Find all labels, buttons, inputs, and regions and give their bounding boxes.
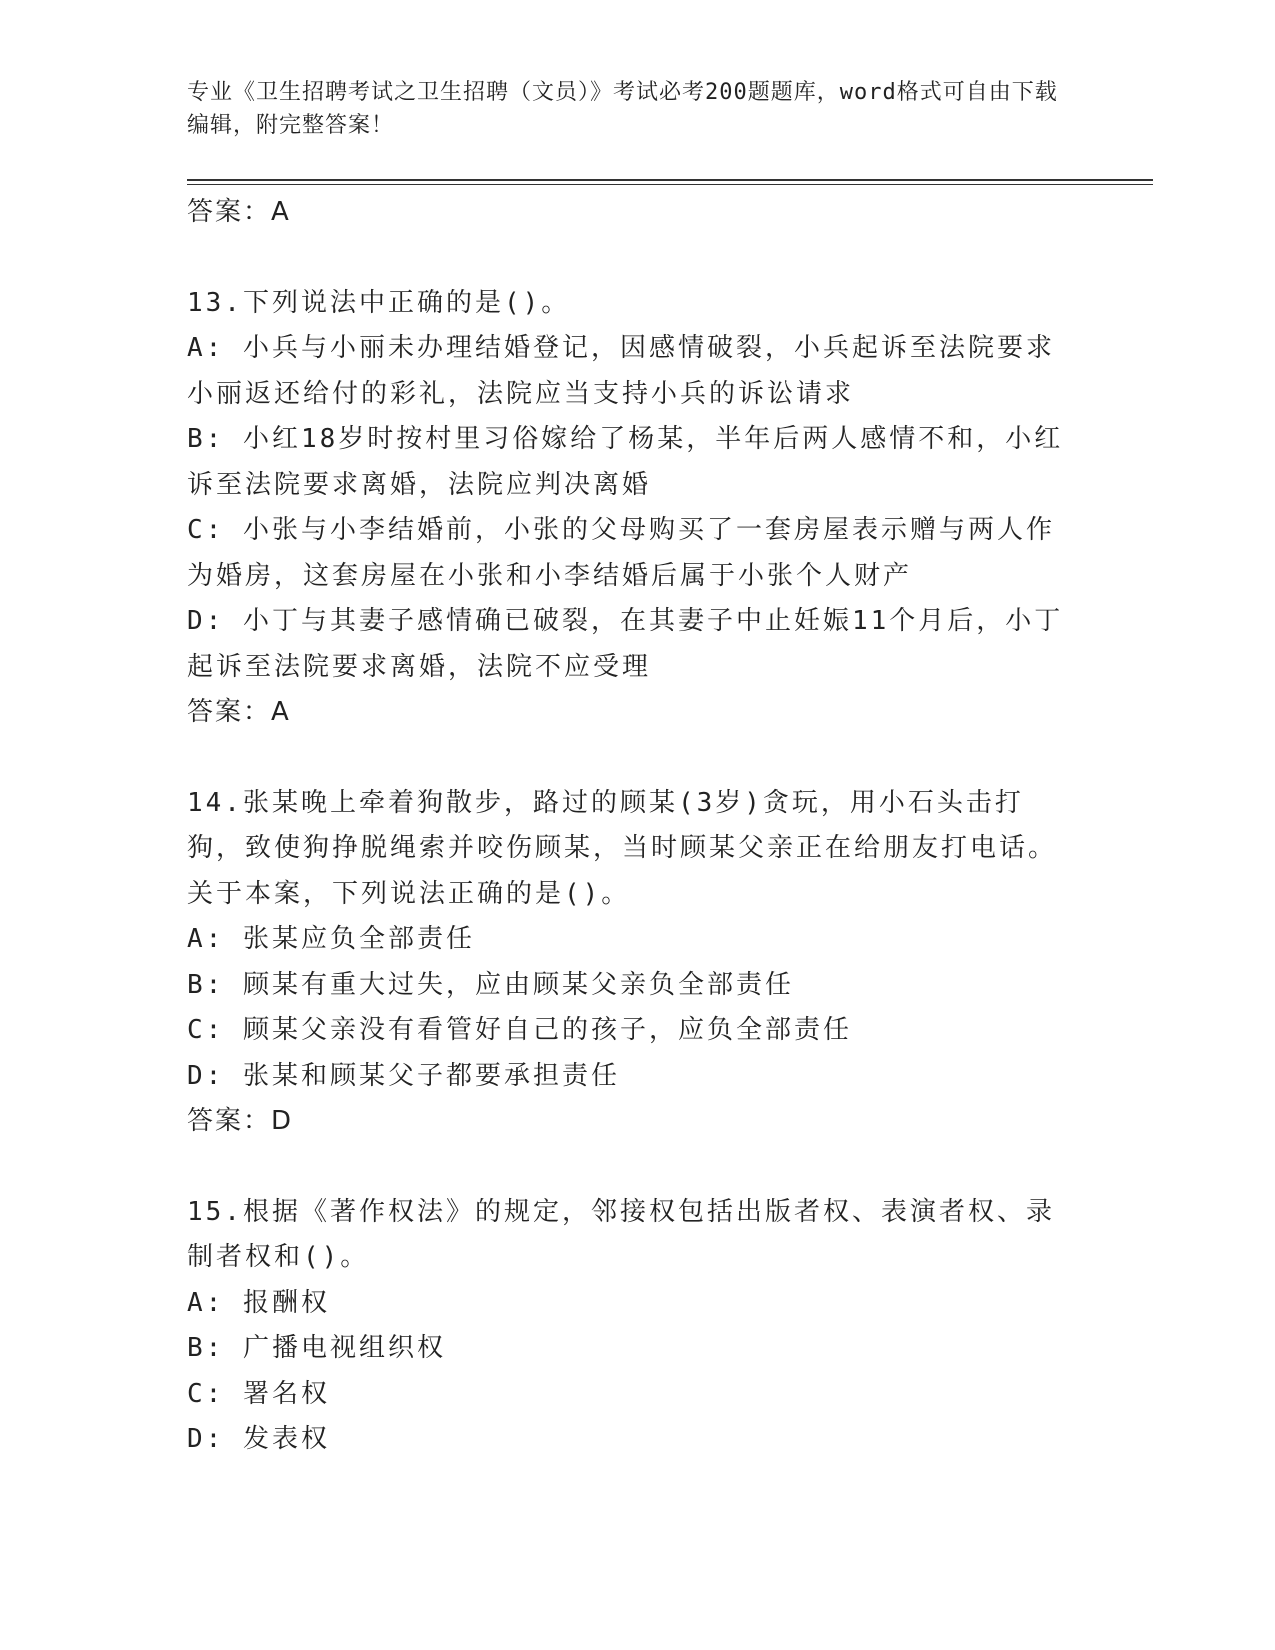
option-c: C: 署名权 (187, 1378, 330, 1409)
question-list (187, 190, 1067, 1463)
document-header: 专业《卫生招聘考试之卫生招聘（文员）》考试必考200题题库，word格式可自由下载编辑，附完整答案！ (187, 80, 1058, 138)
option-a: A: 小兵与小丽未办理结婚登记，因感情破裂，小兵起诉至法院要求小丽返还给付的彩礼，法院应当支持小兵的诉讼请求 (187, 333, 1055, 409)
option-c: C: 小张与小李结婚前，小张的父母购买了一套房屋表示赠与两人作为婚房，这套房屋在小张和小李结婚后属于小张个人财产 (187, 515, 1055, 591)
option-b: B: 小红18岁时按村里习俗嫁给了杨某，半年后两人感情不和，小红诉至法院要求离婚，法院应判决离婚 (187, 424, 1064, 500)
option-b: B: 广播电视组织权 (187, 1333, 446, 1363)
question-block (187, 781, 1067, 1145)
answer-line: 答案：A (187, 697, 291, 727)
answer-line: 答案：D (187, 1106, 294, 1136)
option-a: A: 报酬权 (187, 1287, 330, 1318)
option-d: D: 小丁与其妻子感情确已破裂，在其妻子中止妊娠11个月后，小丁起诉至法院要求离婚，法院不应受理 (187, 606, 1064, 682)
question-text: 15.根据《著作权法》的规定，邻接权包括出版者权、表演者权、录制者权和()。 (187, 1196, 1055, 1272)
option-a: A: 张某应负全部责任 (187, 924, 475, 954)
header-divider-thick (187, 179, 1153, 181)
option-b: B: 顾某有重大过失，应由顾某父亲负全部责任 (187, 969, 794, 1000)
question-text: 14.张某晚上牵着狗散步，路过的顾某(3岁)贪玩，用小石头击打狗，致使狗挣脱绳索并咬伤顾某，当时顾某父亲正在给朋友打电话。关于本案，下列说法正确的是()。 (187, 787, 1058, 909)
question-block (187, 1190, 1067, 1463)
option-d: D: 发表权 (187, 1424, 330, 1454)
question-text: 13.下列说法中正确的是()。 (187, 287, 571, 318)
question-block (187, 281, 1067, 736)
option-c: C: 顾某父亲没有看管好自己的孩子，应负全部责任 (187, 1015, 852, 1045)
answer-line: 答案：A (187, 197, 291, 227)
header-divider-thin (187, 184, 1153, 185)
option-d: D: 张某和顾某父子都要承担责任 (187, 1060, 620, 1091)
